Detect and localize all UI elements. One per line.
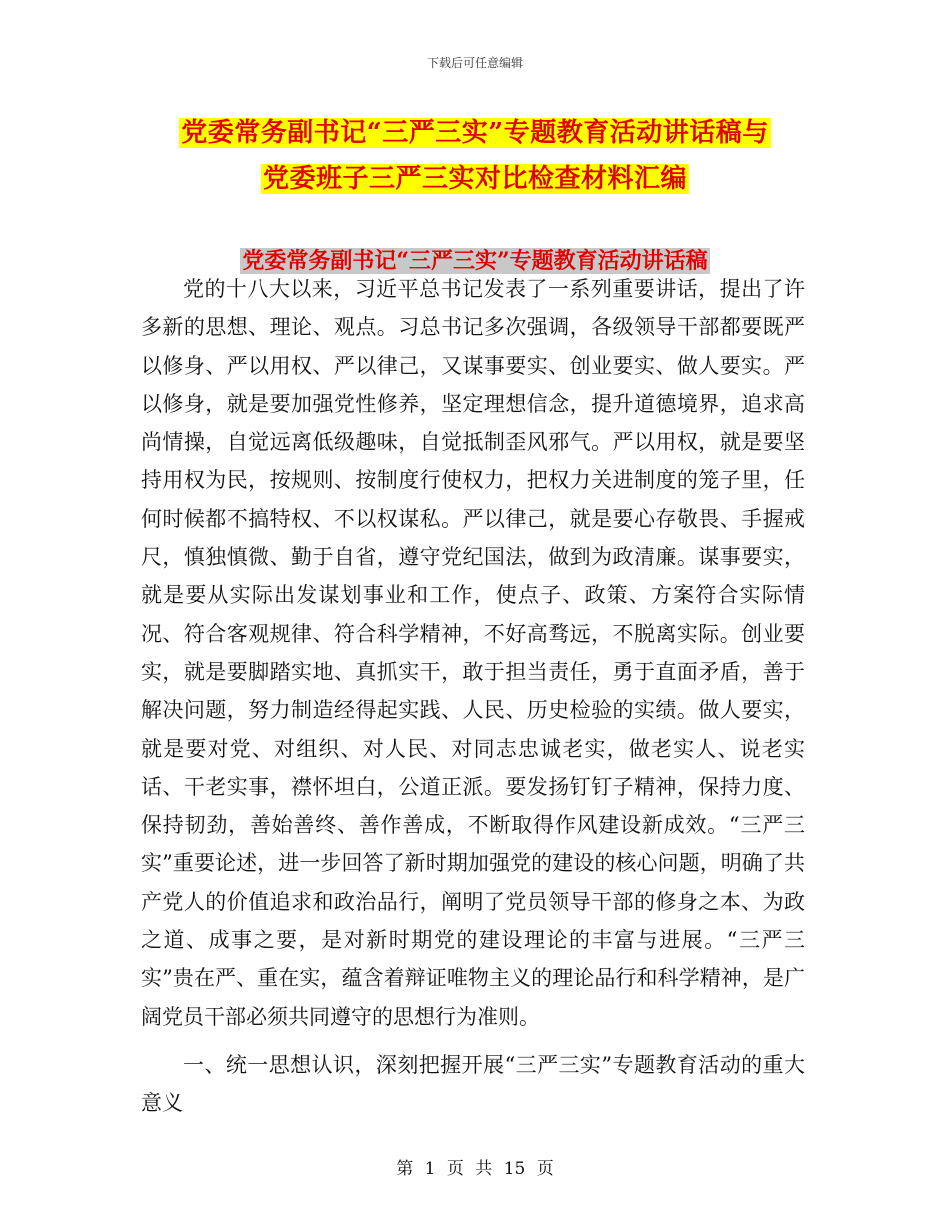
body-paragraph-2: 一、统一思想认识，深刻把握开展“三严三实”专题教育活动的重大意义	[141, 1052, 805, 1116]
document-title-line-1-text: 党委常务副书记“三严三实”专题教育活动讲话稿与	[181, 118, 769, 148]
document-title-line-2	[0, 158, 950, 195]
document-title-line-1	[0, 112, 950, 149]
document-title-line-2-text: 党委班子三严三实对比检查材料汇编	[262, 164, 687, 194]
section-title-text: 党委常务副书记“三严三实”专题教育活动讲话稿	[242, 248, 708, 274]
body-paragraph-1: 党的十八大以来，习近平总书记发表了一系列重要讲话，提出了许多新的思想、理论、观点。习总书记多次强调，各级领导干部都要既严以修身、严以用权、严以律己，又谋事要实、创业要实、做人要实。严以修身，就是要加强党性修养，坚定理想信念，提升道德境界，追求高尚情操，自觉远离低级趣味，自觉抵制歪风邪气。严以用权，就是要坚持用权为民，按规则、按制度行使权力，把权力关进制度的笼子里，任何时候都不搞特权、不以权谋私。严以律己，就是要心存敬畏、手握戒尺，慎独慎微、勤于自省，遵守党纪国法，做到为政清廉。谋事要实，就是要从实际出发谋划事业和工作，使点子、政策、方案符合实际情况、符合客观规律、符合科学精神，不好高骛远，不脱离实际。创业要实，就是要脚踏实地、真抓实干，敢于担当责任，勇于直面矛盾，善于解决问题，努力制造经得起实践、人民、历史检验的实绩。做人要实，就是要对党、对组织、对人民、对同志忠诚老实，做老实人、说老实话、干老实事，襟怀坦白，公道正派。要发扬钉钉子精神，保持力度、保持韧劲，善始善终、善作善成，不断取得作风建设新成效。“三严三实”重要论述，进一步回答了新时期加强党的建设的核心问题，明确了共产党人的价值追求和政治品行，阐明了党员领导干部的修身之本、为政之道、成事之要，是对新时期党的建设理论的丰富与进展。“三严三实”贵在严、重在实，蕴含着辩证唯物主义的理论品行和科学精神，是广阔党员干部必须共同遵守的思想行为准则。	[141, 277, 805, 1029]
body-text	[141, 270, 805, 1123]
page-header-note: 下载后可任意编辑	[426, 56, 523, 70]
page-footer: 第 1 页 共 15 页	[396, 1159, 554, 1179]
